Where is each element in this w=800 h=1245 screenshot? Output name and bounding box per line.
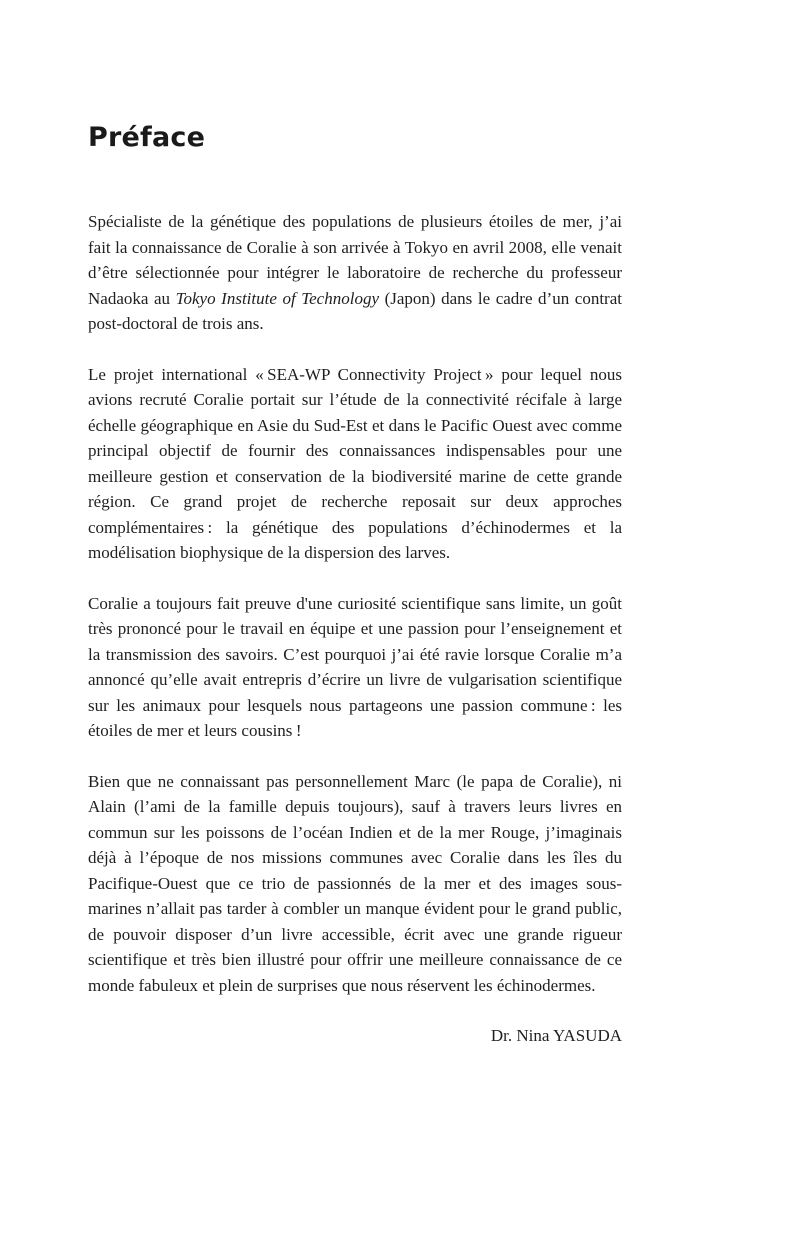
paragraph-2: Le projet international « SEA-WP Connectivity Project » pour lequel nous avions recruté Coralie portait sur l’étude de la connectivité récifale à large échelle géographique en Asie du Sud-Est et dans le Pacific Ouest avec comme principal objectif de fournir des connaissances indispensables pour une meilleure gestion et conservation de la biodiversité marine de cette grande région. Ce grand projet de recherche reposait sur deux approches complémentaires : la génétique des populations d’échinodermes et la modélisation biophysique de la dispersion des larves.: [88, 364, 622, 563]
paragraph-3: Coralie a toujours fait preuve d'une curiosité scientifique sans limite, un goût très prononcé pour le travail en équipe et une passion pour l’enseignement et la transmission des savoirs. C’est pourquoi j’ai été ravie lorsque Coralie m’a annoncé qu’elle avait entrepris d’écrire un livre de vulgarisation scientifique sur les animaux pour lesquels nous partageons une passion commune : les étoiles de mer et leurs cousins !: [88, 593, 622, 741]
paragraph-1: [88, 209, 622, 337]
paragraph-1-text-continued: (Japon) dans le cadre d’un contrat post-doctoral de trois ans.: [88, 288, 622, 334]
institution-name-italic: Tokyo Institute of Technology: [175, 288, 379, 308]
paragraph-4: Bien que ne connaissant pas personnellement Marc (le papa de Coralie), ni Alain (l’ami de la famille depuis toujours), sauf à travers leurs livres en commun sur les poissons de l’océan Indien et de la mer Rouge, j’imaginais déjà à l’époque de nos missions communes avec Coralie dans les îles du Pacifique-Ouest que ce trio de passionnés de la mer et des images sous-marines n’allait pas tarder à combler un manque évident pour le grand public, de pouvoir disposer d’un livre accessible, écrit avec une grande rigueur scientifique et très bien illustré pour offrir une meilleure connaissance de ce monde fabuleux et plein de surprises que nous réservent les échinodermes.: [88, 771, 622, 995]
signature: Dr. Nina YASUDA: [490, 1026, 622, 1046]
paragraph-1-text: Spécialiste de la génétique des populations de plusieurs étoiles de mer, j’ai fait la connaissance de Coralie à son arrivée à Tokyo en avril 2008, elle venait d’être sélectionnée pour intégrer le laboratoire de recherche du professeur Nadaoka au: [88, 212, 622, 308]
page-title: Préface: [88, 122, 206, 153]
